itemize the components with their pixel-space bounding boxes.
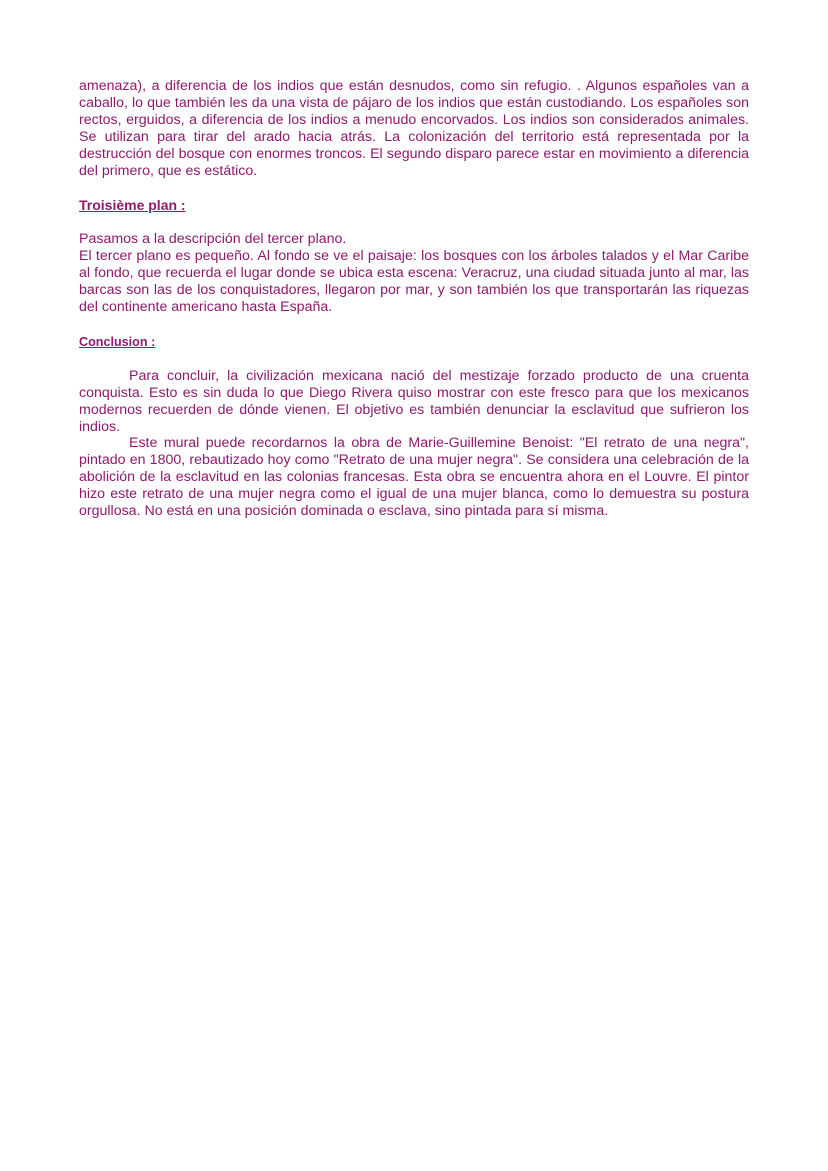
conclusion-paragraph-1: Para concluir, la civilización mexicana nació del mestizaje forzado producto de una cruenta conquista. Esto es sin duda lo que Diego Rivera quiso mostrar con este fresco para que los mexicanos modernos recuerden de dónde vienen. El objetivo es también denunciar la esclavitud que sufrieron los indios. [79,367,749,435]
spacer [79,214,749,231]
second-plan-continuation: amenaza), a diferencia de los indios que están desnudos, como sin refugio. . Algunos españoles van a caballo, lo que también les da una vista de pájaro de los indios que están custodiando. Los españoles son rectos, erguidos, a diferencia de los indios a menudo encorvados. Los indios son considerados animales. Se utilizan para tirar del arado hacia atrás. La colonización del territorio está representada por la destrucción del bosque con enormes troncos. El segundo disparo parece estar en movimiento a diferencia del primero, que es estático. [79,78,749,179]
spacer [79,316,749,334]
conclusion-paragraph-2: Este mural puede recordarnos la obra de Marie-Guillemine Benoist: "El retrato de una negra", pintado en 1800, rebautizado hoy como "Retrato de una mujer negra". Se considera una celebración de la abolición de la esclavitud en las colonias francesas. Esta obra se encuentra ahora en el Louvre. El pintor hizo este retrato de una mujer negra como el igual de una mujer blanca, como lo demuestra su postura orgullosa. No está en una posición dominada o esclava, sino pintada para sí misma. [79,435,749,520]
spacer [79,179,749,197]
document-page [79,78,749,520]
spacer [79,351,749,368]
conclusion-heading: Conclusion : [79,334,156,349]
third-plan-intro: Pasamos a la descripción del tercer plano. [79,231,347,248]
third-plan-body: El tercer plano es pequeño. Al fondo se ve el paisaje: los bosques con los árboles talados y el Mar Caribe al fondo, que recuerda el lugar donde se ubica esta escena: Veracruz, una ciudad situada junto al mar, las barcas son las de los conquistadores, llegaron por mar, y son también los que transportarán las riquezas del continente americano hasta España. [79,248,749,315]
third-plan-heading: Troisième plan : [79,197,186,214]
